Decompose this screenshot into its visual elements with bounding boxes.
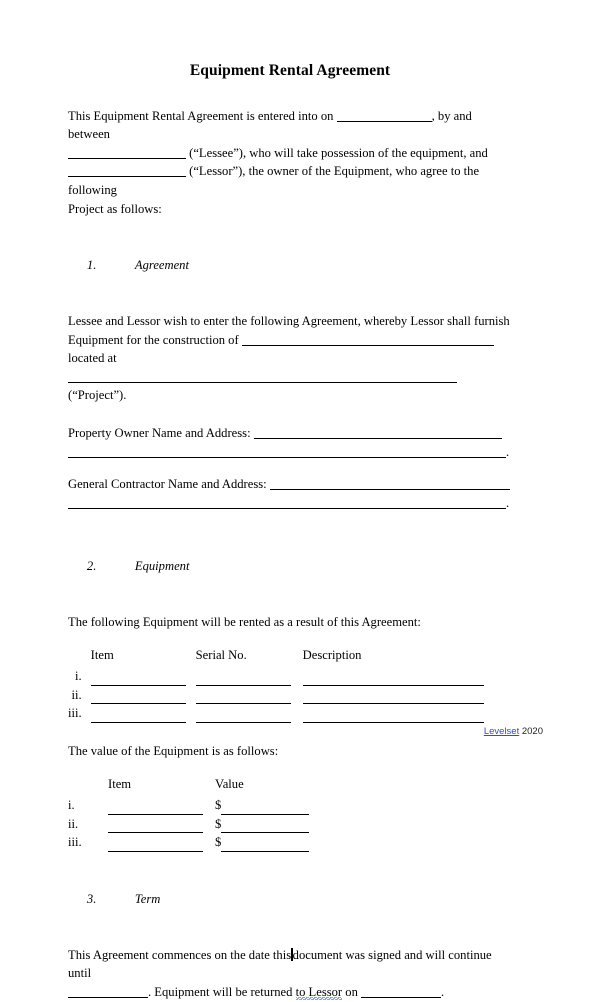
equipment-value-intro: The value of the Equipment is as follows: xyxy=(68,744,279,759)
equipment-row-marker-2: ii. xyxy=(71,687,82,702)
table-row xyxy=(68,833,335,852)
lessee-name-blank-field[interactable] xyxy=(68,145,186,159)
property-owner-blank-field[interactable] xyxy=(254,425,502,439)
equipment-item-cell-1[interactable] xyxy=(91,667,196,686)
project-continuation-blank-field[interactable] xyxy=(68,369,457,383)
equipment-header-spacer xyxy=(68,646,91,668)
value-col-item: Item xyxy=(108,776,132,791)
table-row xyxy=(68,667,493,686)
general-contractor-period: . xyxy=(506,495,510,510)
section-number-1: 1. xyxy=(86,257,97,272)
equipment-table xyxy=(68,646,493,723)
equipment-col-item: Item xyxy=(90,647,114,662)
levelset-link[interactable]: Levelset xyxy=(483,726,520,737)
value-item-cell-3[interactable] xyxy=(108,833,215,852)
general-contractor-label: General Contractor Name and Address: xyxy=(68,477,270,492)
equipment-col-serial: Serial No. xyxy=(195,647,247,662)
section-heading-term xyxy=(68,871,512,927)
agreement-line3-post: (“Project”). xyxy=(68,388,127,403)
term-line1-post: document was signed and will continue until xyxy=(68,947,492,981)
value-amount-cell-2[interactable] xyxy=(215,815,335,834)
page-footer xyxy=(0,726,543,738)
equipment-col-description: Description xyxy=(302,647,362,662)
equipment-row-marker-3: iii. xyxy=(68,706,82,721)
equipment-item-cell-3[interactable] xyxy=(91,704,196,723)
general-contractor-blank-field[interactable] xyxy=(270,476,510,490)
intro-line2-post: (“Lessee”), who will take possession of the equipment, and xyxy=(186,145,488,160)
grammar-flagged-text[interactable]: to Lessor xyxy=(296,985,343,1002)
value-col-value: Value xyxy=(215,776,244,791)
footer-year: 2020 xyxy=(521,726,543,737)
term-line2-mid: . Equipment will be returned xyxy=(148,984,296,999)
equipment-intro: The following Equipment will be rented as a result of this Agreement: xyxy=(68,615,421,630)
general-contractor-row-2 xyxy=(68,494,512,513)
table-row xyxy=(68,704,493,723)
property-owner-label: Property Owner Name and Address: xyxy=(68,425,254,440)
date-blank-field[interactable] xyxy=(337,108,432,122)
value-row-marker-3: iii. xyxy=(68,835,82,850)
equipment-serial-cell-3[interactable] xyxy=(196,704,303,723)
section-title-1: Agreement xyxy=(134,257,189,272)
currency-symbol-2: $ xyxy=(215,816,222,831)
construction-project-blank-field[interactable] xyxy=(242,332,494,346)
term-line2-post: on xyxy=(342,984,362,999)
equipment-table-header-row xyxy=(68,646,493,668)
equipment-row-marker-1: i. xyxy=(75,669,82,684)
term-body xyxy=(68,946,512,1002)
intro-line4: Project as follows: xyxy=(68,201,162,216)
equipment-serial-cell-1[interactable] xyxy=(196,667,303,686)
currency-symbol-3: $ xyxy=(215,835,222,850)
general-contractor-row xyxy=(68,475,512,494)
section-title-2: Equipment xyxy=(134,558,190,573)
property-owner-blank-field-2[interactable] xyxy=(68,444,506,458)
value-amount-cell-3[interactable] xyxy=(215,833,335,852)
agreement-body xyxy=(68,312,512,405)
table-row xyxy=(68,796,335,815)
page-title: Equipment Rental Agreement xyxy=(189,62,391,79)
intro-line3-post: (“Lessor”), the owner of the Equipment, who agree to the following xyxy=(68,164,480,197)
commencement-date-blank-field[interactable] xyxy=(68,984,148,998)
equipment-description-cell-1[interactable] xyxy=(303,667,493,686)
property-owner-row-2 xyxy=(68,443,512,462)
value-item-cell-1[interactable] xyxy=(108,796,215,815)
value-row-marker-2: ii. xyxy=(68,816,79,831)
section-number-2: 2. xyxy=(86,558,97,573)
table-row xyxy=(68,815,335,834)
value-amount-cell-1[interactable] xyxy=(215,796,335,815)
equipment-description-cell-2[interactable] xyxy=(303,686,493,705)
equipment-item-cell-2[interactable] xyxy=(91,686,196,705)
value-table-header-row xyxy=(68,775,335,797)
document-body xyxy=(68,62,512,1002)
value-item-cell-2[interactable] xyxy=(108,815,215,834)
lessor-name-blank-field[interactable] xyxy=(68,163,186,177)
term-line2-end: . xyxy=(441,984,445,999)
property-owner-period: . xyxy=(506,444,510,459)
section-heading-equipment xyxy=(68,538,512,594)
section-heading-agreement xyxy=(68,237,512,293)
agreement-line2-pre: Equipment for the construction of xyxy=(68,332,242,347)
equipment-serial-cell-2[interactable] xyxy=(196,686,303,705)
currency-symbol-1: $ xyxy=(215,798,222,813)
equipment-value-table xyxy=(68,775,335,852)
intro-line1-pre: This Equipment Rental Agreement is entered into on xyxy=(68,108,337,123)
table-row xyxy=(68,686,493,705)
agreement-line1: Lessee and Lessor wish to enter the following Agreement, whereby Lessor shall furnish xyxy=(68,313,510,328)
value-header-spacer xyxy=(68,775,108,797)
section-title-3: Term xyxy=(134,891,161,906)
intro-paragraph xyxy=(68,107,512,219)
return-date-blank-field[interactable] xyxy=(361,984,441,998)
property-owner-row xyxy=(68,424,512,443)
section-number-3: 3. xyxy=(86,891,97,906)
term-line1-pre: This Agreement commences on the date this xyxy=(68,947,292,962)
equipment-description-cell-3[interactable] xyxy=(303,704,493,723)
intro-line1-post: , by and between xyxy=(68,108,472,142)
agreement-line2-post: located at xyxy=(68,351,117,366)
general-contractor-blank-field-2[interactable] xyxy=(68,495,506,509)
value-row-marker-1: i. xyxy=(68,798,75,813)
